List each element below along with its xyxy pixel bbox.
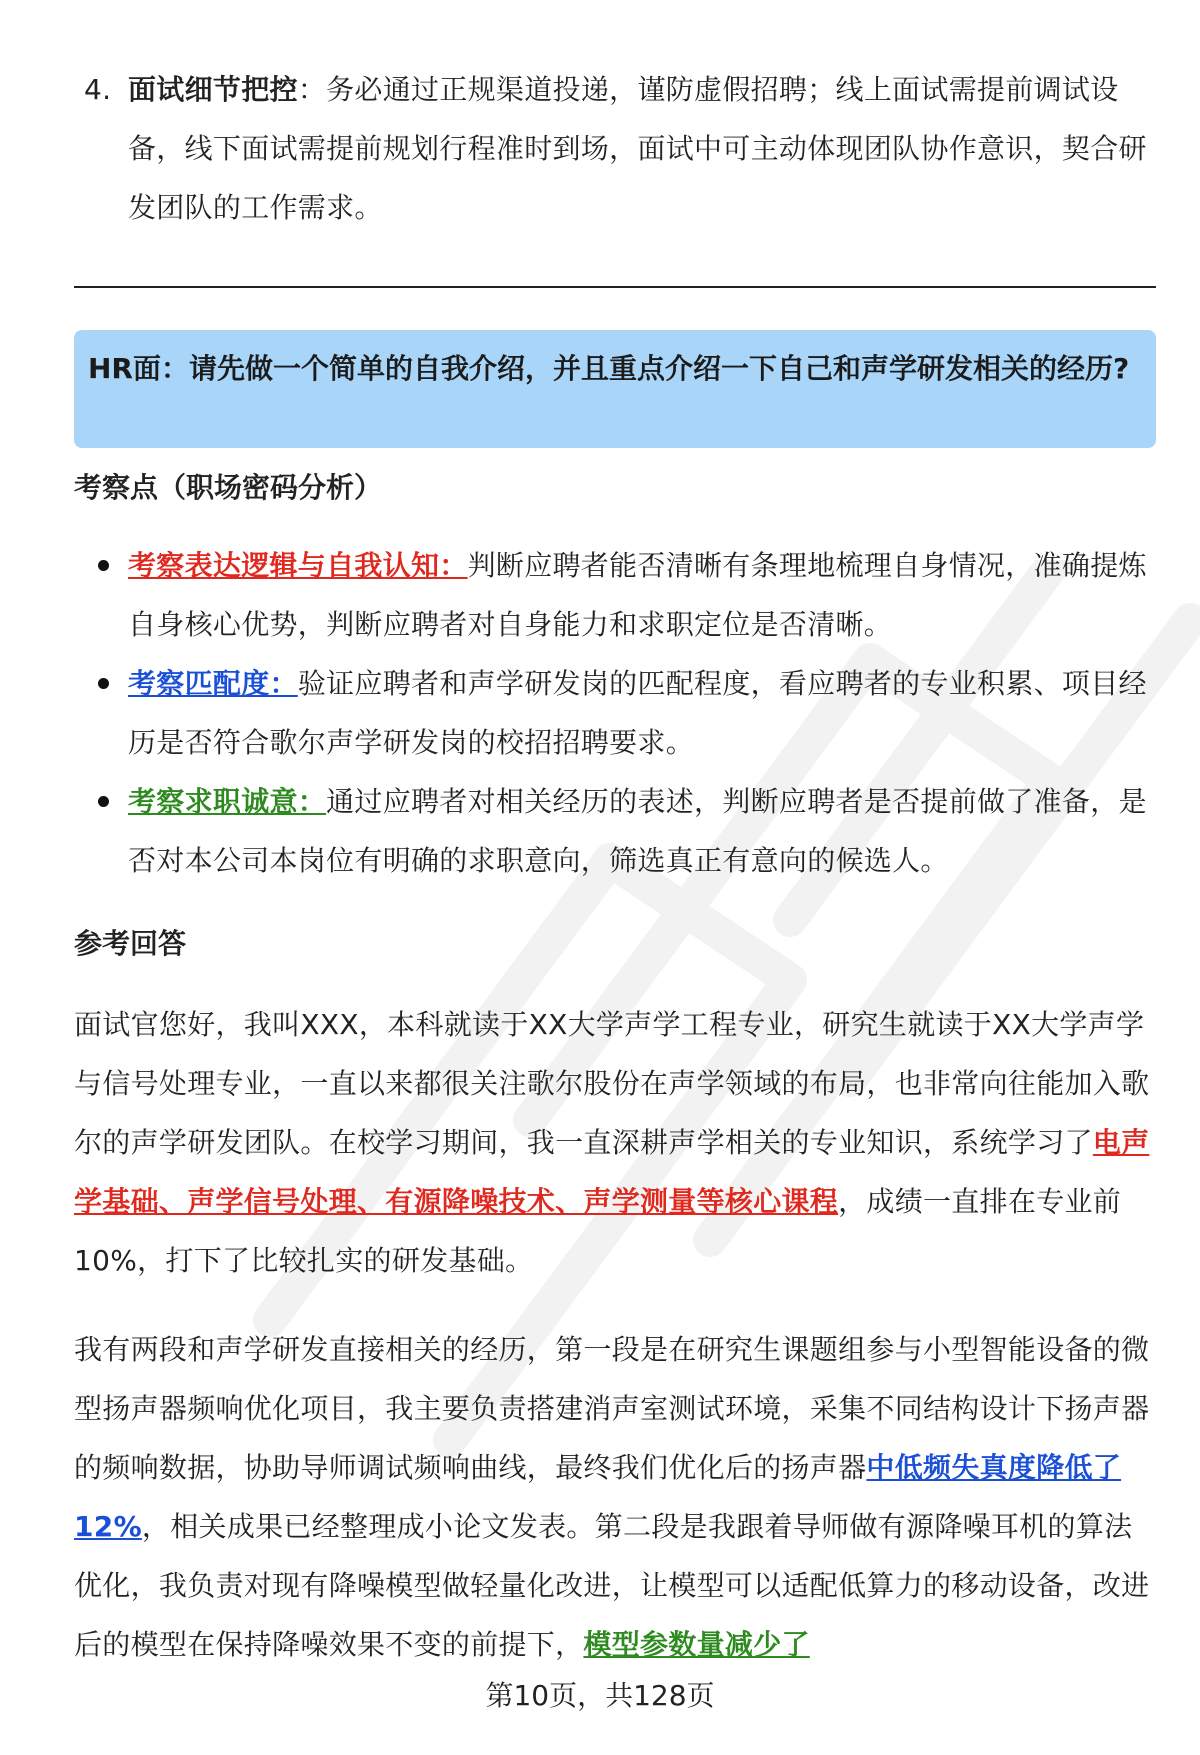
bullet-dot — [98, 560, 109, 571]
bullet-dot — [98, 796, 109, 807]
answer-paragraph-2 — [74, 1320, 1156, 1674]
points-list — [74, 536, 1156, 890]
point-label: 考察求职诚意： — [128, 785, 327, 818]
section-divider — [74, 286, 1156, 288]
list-item-4 — [74, 60, 1156, 237]
para-highlight: 模型参数量减少了 — [583, 1628, 810, 1661]
item-label: 面试细节把控 — [128, 73, 298, 106]
point-text: 判断应聘者能否清晰有条理地梳理自身情况，准确提炼自身核心优势，判断应聘者对自身能力和求职定位是否清晰。 — [128, 549, 1147, 641]
answer-heading: 参考回答 — [74, 927, 187, 960]
para-highlight: 电声学基础、声学信号处理、有源降噪技术、声学测量等核心课程 — [74, 1126, 1150, 1218]
para-text: 我有两段和声学研发直接相关的经历，第一段是在研究生课题组参与小型智能设备的微型扬声器频响优化项目，我主要负责搭建消声室测试环境，采集不同结构设计下扬声器的频响数据，协助导师调试频响曲线，最终我们优化后的扬声器 — [74, 1333, 1150, 1484]
para-highlight: 中低频失真度降低了12% — [74, 1451, 1122, 1543]
point-label: 考察表达逻辑与自我认知： — [128, 549, 468, 582]
point-text: 通过应聘者对相关经历的表述，判断应聘者是否提前做了准备，是否对本公司本岗位有明确的求职意向，筛选真正有意向的候选人。 — [128, 785, 1147, 877]
para-text: ，成绩一直排在专业前10%，打下了比较扎实的研发基础。 — [74, 1185, 1122, 1277]
points-heading: 考察点（职场密码分析） — [74, 471, 383, 504]
point-item — [74, 772, 1156, 890]
para-text: 面试官您好，我叫XXX，本科就读于XX大学声学工程专业，研究生就读于XX大学声学与信号处理专业，一直以来都很关注歌尔股份在声学领域的布局，也非常向往能加入歌尔的声学研发团队。在校学习期间，我一直深耕声学相关的专业知识，系统学习了 — [74, 1008, 1150, 1159]
point-item — [74, 654, 1156, 772]
point-text: 验证应聘者和声学研发岗的匹配程度，看应聘者的专业积累、项目经历是否符合歌尔声学研发岗的校招招聘要求。 — [128, 667, 1147, 759]
item-text: 务必通过正规渠道投递，谨防虚假招聘；线上面试需提前调试设备，线下面试需提前规划行程准时到场，面试中可主动体现团队协作意识，契合研发团队的工作需求。 — [128, 73, 1147, 224]
list-number: 4. — [84, 73, 112, 106]
item-colon: ： — [297, 73, 327, 106]
question-box: HR面：请先做一个简单的自我介绍，并且重点介绍一下自己和声学研发相关的经历? — [74, 330, 1156, 448]
page-footer: 第10页，共128页 — [485, 1679, 715, 1712]
para-text: ，相关成果已经整理成小论文发表。第二段是我跟着导师做有源降噪耳机的算法优化，我负责对现有降噪模型做轻量化改进，让模型可以适配低算力的移动设备，改进后的模型在保持降噪效果不变的前提下， — [74, 1510, 1150, 1661]
answer-paragraph-1 — [74, 995, 1156, 1290]
point-item — [74, 536, 1156, 654]
bullet-dot — [98, 678, 109, 689]
point-label: 考察匹配度： — [128, 667, 298, 700]
